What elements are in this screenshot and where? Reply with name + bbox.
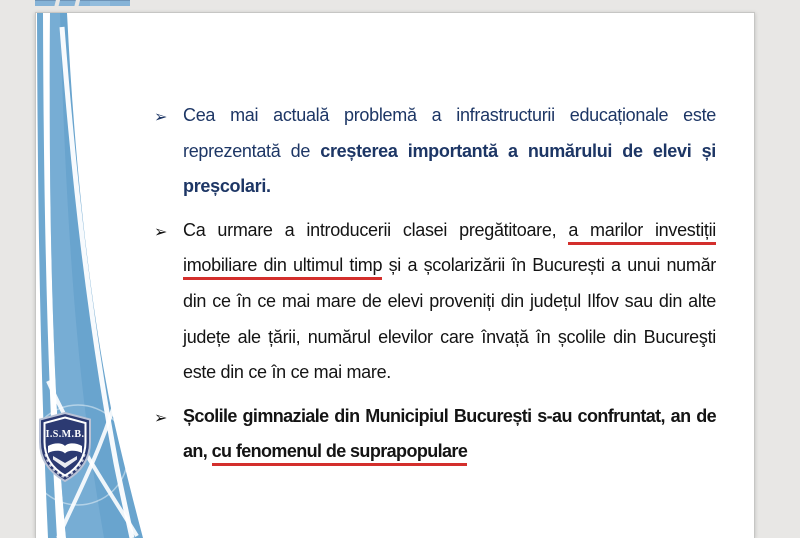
bullet-arrow-icon: ➢ [154,107,168,126]
slide-body-text [154,98,716,478]
text-segment-red-underlined: a marilor investiții imobiliare din ultimul timp [183,220,716,281]
logo-text: I.S.M.B. [45,429,85,440]
bullet-item-1 [154,98,716,205]
sliver-segment [90,1,110,6]
bullet-arrow-icon: ➢ [154,221,168,241]
text-segment: și a școlarizării în București a unui număr din ce în ce mai mare de elevi proveniți din județul Ilfov sau din alte județe ale țării, numărul elevilor care învață în școlile din Bucureşti este din ce în ce mai mare. [183,255,716,383]
text-segment: Ca urmare a introducerii clasei pregătitoare, [183,219,569,240]
bullet-item-3 [154,399,716,470]
slide-canvas [35,12,755,538]
text-segment-bold-red-underlined: cu fenomenul de suprapopulare [212,441,468,466]
text-segment: Cea mai actuală problemă a infrastructurii educaționale este reprezentată de [183,105,716,161]
sliver-gap [54,0,60,9]
bullet-arrow-icon: ➢ [154,407,168,427]
sliver-gap [74,0,80,9]
ismb-shield-logo-icon [38,412,92,482]
previous-slide-edge [35,0,130,6]
text-segment-bold: creșterea importantă a numărului de elevi și preșcolari. [183,140,716,197]
text-segment-bold: Școlile gimnaziale din Municipiul București s-au confruntat, an de an, [183,405,716,462]
bullet-item-2 [154,213,716,391]
